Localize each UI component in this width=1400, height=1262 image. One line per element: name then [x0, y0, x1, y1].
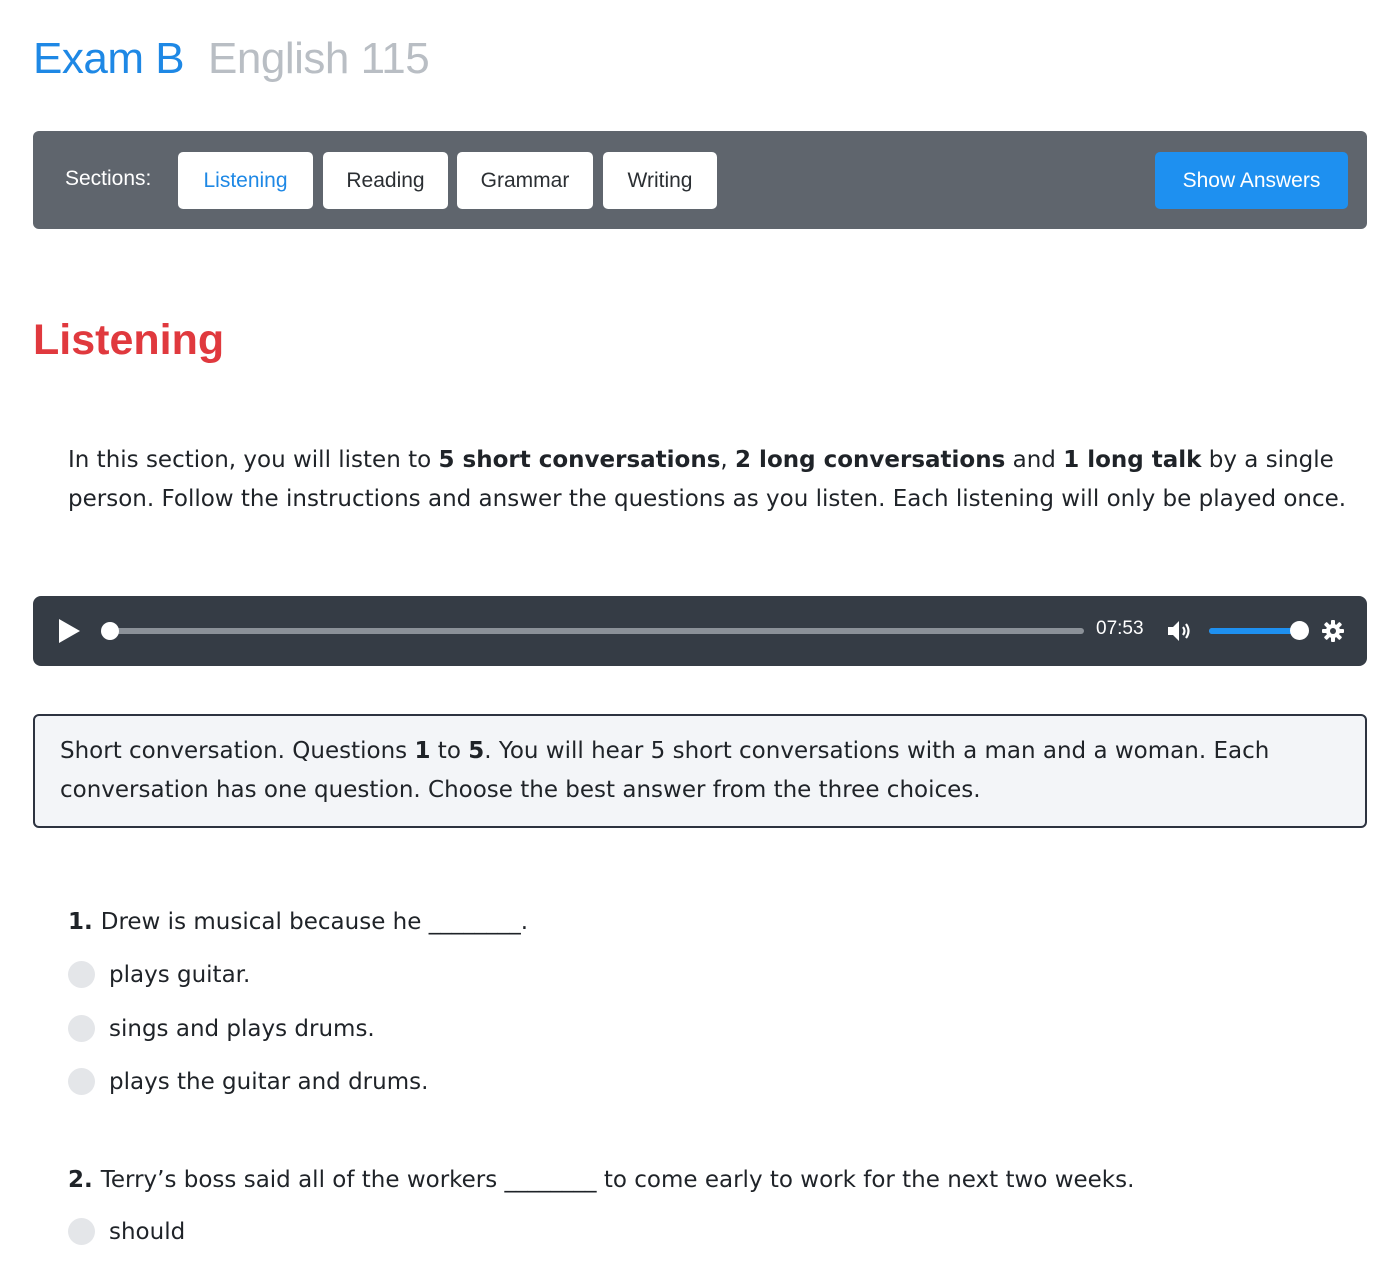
question-text: Drew is musical because he ________. [100, 909, 529, 935]
option-label: sings and plays drums. [109, 1015, 375, 1042]
question-1 [68, 909, 528, 935]
tab-reading[interactable]: Reading [323, 152, 448, 209]
instruction-part: . You will hear 5 short conversations with a man and a woman. Each conversation has one question. Choose the best answer from the three choices. [60, 738, 1270, 803]
volume-handle[interactable] [1290, 621, 1309, 640]
course-title: English 115 [208, 34, 430, 83]
question-2 [68, 1167, 1134, 1193]
section-intro [68, 441, 1358, 519]
seek-handle[interactable] [101, 622, 119, 640]
section-heading: Listening [33, 316, 225, 364]
radio-button[interactable] [68, 1068, 95, 1095]
sections-bar [33, 131, 1367, 229]
exam-title: Exam B [33, 34, 185, 83]
answer-option[interactable] [68, 1015, 375, 1042]
time-display: 07:53 [1096, 618, 1144, 639]
seek-bar[interactable] [111, 628, 1084, 634]
question-text: Terry’s boss said all of the workers ________ to come early to work for the next two weeks. [100, 1167, 1135, 1193]
intro-bold: 5 short conversations [438, 447, 721, 473]
audio-player [33, 596, 1367, 666]
radio-button[interactable] [68, 1015, 95, 1042]
question-number: 2. [68, 1167, 93, 1193]
page-header [33, 34, 429, 84]
intro-text: In this section, you will listen to [68, 447, 439, 473]
tab-writing[interactable]: Writing [603, 152, 717, 209]
instruction-part: Short conversation. Questions [60, 738, 415, 764]
question-number: 1. [68, 909, 93, 935]
option-label: plays guitar. [109, 961, 251, 988]
intro-bold: 2 long conversations [735, 447, 1006, 473]
sections-label: Sections: [65, 167, 152, 190]
play-icon[interactable] [57, 618, 81, 644]
instruction-bold: 5 [468, 738, 485, 764]
volume-icon[interactable] [1166, 618, 1194, 644]
volume-slider[interactable] [1209, 628, 1299, 634]
show-answers-button[interactable]: Show Answers [1155, 152, 1348, 209]
instruction-box [33, 714, 1367, 828]
gear-icon[interactable] [1321, 619, 1345, 643]
radio-button[interactable] [68, 961, 95, 988]
answer-option[interactable] [68, 961, 250, 988]
intro-text: by a single person. Follow the instructions and answer the questions as you listen. Each listening will only be played once. [68, 447, 1347, 512]
answer-option[interactable] [68, 1218, 185, 1245]
intro-bold: 1 long talk [1063, 447, 1202, 473]
volume-level [1209, 628, 1299, 634]
tab-grammar[interactable]: Grammar [457, 152, 593, 209]
instruction-part: to [430, 738, 469, 764]
option-label: plays the guitar and drums. [109, 1068, 429, 1095]
intro-text: and [1005, 447, 1064, 473]
radio-button[interactable] [68, 1218, 95, 1245]
tab-listening[interactable]: Listening [178, 152, 313, 209]
option-label: should [109, 1218, 186, 1245]
answer-option[interactable] [68, 1068, 428, 1095]
instruction-bold: 1 [414, 738, 431, 764]
intro-text: , [720, 447, 736, 473]
instruction-text [60, 732, 1340, 810]
